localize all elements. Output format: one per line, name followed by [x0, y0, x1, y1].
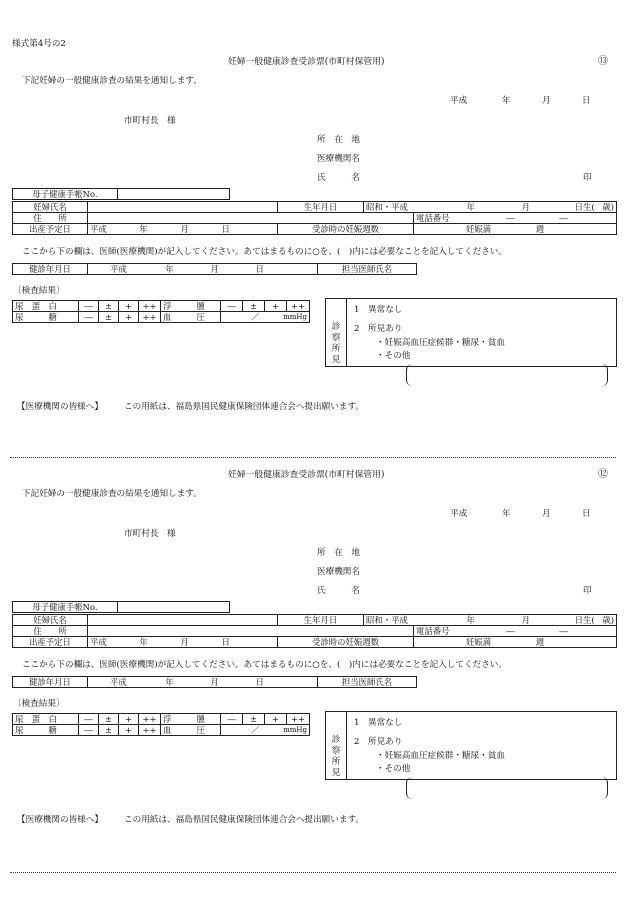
- intro-text: 下記妊婦の一般健康診査の結果を通知します。: [22, 76, 202, 86]
- exam-date-field[interactable]: 平成 年 月 日: [88, 677, 318, 688]
- handbook-label: 母子健康手帳No.: [13, 189, 118, 200]
- urine-protein-minus[interactable]: ―: [79, 301, 99, 312]
- urine-sugar-label: 尿 糖: [13, 725, 79, 736]
- option-other[interactable]: ・その他: [376, 351, 411, 361]
- exam-date-label: 健診年月日: [13, 264, 88, 275]
- edema-pm[interactable]: ±: [243, 714, 265, 725]
- option-other[interactable]: ・その他: [376, 764, 411, 774]
- urine-sugar-minus[interactable]: ―: [79, 312, 99, 323]
- option-pih-diabetes-anemia[interactable]: ・妊娠高血圧症候群・糖尿・貧血: [376, 338, 505, 348]
- edema-minus[interactable]: ―: [221, 301, 243, 312]
- urine-sugar-plus[interactable]: +: [119, 312, 139, 323]
- edema-plus[interactable]: +: [265, 301, 287, 312]
- footer-label: 【医療機関の皆様へ】: [17, 815, 103, 825]
- urine-protein-plus[interactable]: +: [119, 301, 139, 312]
- circled-number: ⑬: [598, 56, 608, 67]
- doctor-note: ここから下の欄は、医師(医療機関)が記入してください。あてはまるものに○を、( )内には必要なことを記入してください。: [22, 660, 507, 670]
- urine-protein-minus[interactable]: ―: [79, 714, 99, 725]
- due-date-field[interactable]: 平成 年 月 日: [88, 637, 278, 648]
- exam-date-label: 健診年月日: [13, 677, 88, 688]
- urine-protein-pm[interactable]: ±: [99, 714, 119, 725]
- exam-date-table: [12, 263, 417, 275]
- weeks-field[interactable]: 妊娠満 週: [414, 224, 617, 235]
- handbook-table: [12, 188, 230, 200]
- urine-protein-pm[interactable]: ±: [99, 301, 119, 312]
- address-label: 住 所: [13, 626, 88, 637]
- weeks-field[interactable]: 妊娠満 週: [414, 637, 617, 648]
- clinic-address-label: 所 在 地: [317, 548, 360, 558]
- clinic-name-label: 医療機関名: [317, 567, 360, 577]
- urine-sugar-plusplus[interactable]: ++: [139, 725, 161, 736]
- birth-label: 生年月日: [278, 202, 364, 213]
- footer-text: この用紙は、福島県国民健康保険団体連合会へ提出願います。: [124, 402, 364, 412]
- doctor-in-charge-label: 担当医師氏名: [318, 264, 417, 275]
- doctor-name-label: 氏 名: [317, 586, 360, 596]
- phone-field[interactable]: 電話番号 ― ―: [414, 626, 617, 637]
- phone-field[interactable]: 電話番号 ― ―: [414, 213, 617, 224]
- urine-sugar-minus[interactable]: ―: [79, 725, 99, 736]
- urine-protein-plusplus[interactable]: ++: [139, 714, 161, 725]
- weeks-label: 受診時の妊娠週数: [278, 224, 414, 235]
- urine-sugar-label: 尿 糖: [13, 312, 79, 323]
- patient-table: [12, 201, 617, 235]
- option-no-abnormality[interactable]: 1 異常なし: [354, 305, 403, 315]
- slip-title: 妊婦一般健康診査受診票(市町村保管用): [228, 57, 385, 67]
- name-label: 妊婦氏名: [13, 615, 88, 626]
- edema-pm[interactable]: ±: [243, 301, 265, 312]
- other-input-bracket[interactable]: [406, 364, 608, 386]
- findings-vertical-label: 診察所見: [331, 735, 341, 778]
- birth-label: 生年月日: [278, 615, 364, 626]
- edema-plusplus[interactable]: ++: [287, 714, 310, 725]
- due-date-label: 出産予定日: [13, 224, 88, 235]
- test-results-table: [12, 713, 310, 736]
- edema-plusplus[interactable]: ++: [287, 301, 310, 312]
- urine-sugar-pm[interactable]: ±: [99, 725, 119, 736]
- other-input-bracket[interactable]: [406, 777, 608, 799]
- blood-pressure-label: 血 圧: [161, 725, 221, 736]
- slip-title: 妊婦一般健康診査受診票(市町村保管用): [228, 470, 385, 480]
- findings-vertical-label: 診察所見: [331, 322, 341, 365]
- weeks-label: 受診時の妊娠週数: [278, 637, 414, 648]
- handbook-number-field[interactable]: [118, 189, 230, 200]
- exam-date-field[interactable]: 平成 年 月 日: [88, 264, 318, 275]
- findings-divider: [346, 711, 347, 779]
- urine-protein-label: 尿 蛋 白: [13, 714, 79, 725]
- address-field[interactable]: [88, 626, 414, 637]
- edema-label: 浮 腫: [161, 714, 221, 725]
- handbook-table: [12, 601, 230, 613]
- clinic-address-label: 所 在 地: [317, 135, 360, 145]
- edema-plus[interactable]: +: [265, 714, 287, 725]
- urine-sugar-pm[interactable]: ±: [99, 312, 119, 323]
- birth-field[interactable]: 昭和・平成 年 月 日生( 歳): [364, 202, 617, 213]
- results-label: 〔検査結果〕: [13, 286, 65, 296]
- footer-label: 【医療機関の皆様へ】: [17, 402, 103, 412]
- urine-protein-plus[interactable]: +: [119, 714, 139, 725]
- option-no-abnormality[interactable]: 1 異常なし: [354, 718, 403, 728]
- patient-table: [12, 614, 617, 648]
- option-pih-diabetes-anemia[interactable]: ・妊娠高血圧症候群・糖尿・貧血: [376, 751, 505, 761]
- edema-label: 浮 腫: [161, 301, 221, 312]
- name-label: 妊婦氏名: [13, 202, 88, 213]
- findings-divider: [346, 298, 347, 366]
- addressee: 市町村長 様: [124, 116, 176, 126]
- circled-number: ⑫: [598, 469, 608, 480]
- form-number: 様式第4号の2: [12, 39, 66, 49]
- seal-mark: 印: [583, 173, 592, 183]
- urine-protein-label: 尿 蛋 白: [13, 301, 79, 312]
- address-field[interactable]: [88, 213, 414, 224]
- doctor-note: ここから下の欄は、医師(医療機関)が記入してください。あてはまるものに○を、( )内には必要なことを記入してください。: [22, 247, 507, 257]
- blood-pressure-field[interactable]: ／ mmHg: [221, 725, 310, 736]
- seal-mark: 印: [583, 586, 592, 596]
- option-findings-present[interactable]: 2 所見あり: [354, 324, 403, 334]
- handbook-label: 母子健康手帳No.: [13, 602, 118, 613]
- birth-field[interactable]: 昭和・平成 年 月 日生( 歳): [364, 615, 617, 626]
- name-field[interactable]: [88, 202, 278, 213]
- exam-date-table: [12, 676, 417, 688]
- slip-section: 妊婦一般健康診査受診票(市町村保管用) ⑫ 下記妊婦の一般健康診査の結果を通知します。 平成 年 月 日 市町村長 様 所 在 地 医療機関名 氏 名 印 母子健康手帳No. 妊婦氏名 生年月日 昭和・平成 年 月 日生( 歳) 住 所 電話番号 ― ― 出産予定日 平成 年 月 日 受診時の妊娠週数 妊娠満 週 ここから下の欄は、医師(医療機関)が記入してください。あてはまるものに○を、( )内には必要なことを記入してください。 健診年月日 平成 年 月 日 担当医師氏名 〔検査結果〕 尿 蛋 白 ― ± + ++ 浮 腫 ― ± + ++ 尿 糖 ― ± + ++ 血 圧 ／ mmHg 診察所見 1 異常なし 2 所見あり ・妊娠高血圧症候群・糖尿・貧血 ・その他 【医療機関の皆様へ】 この用紙は、福島県国民健康保険団体連合会へ提出願います。: [0, 413, 630, 833]
- slip-section: 妊婦一般健康診査受診票(市町村保管用) ⑬ 下記妊婦の一般健康診査の結果を通知します。 平成 年 月 日 市町村長 様 所 在 地 医療機関名 氏 名 印 母子健康手帳No. 妊婦氏名 生年月日 昭和・平成 年 月 日生( 歳) 住 所 電話番号 ― ― 出産予定日 平成 年 月 日 受診時の妊娠週数 妊娠満 週 ここから下の欄は、医師(医療機関)が記入してください。あてはまるものに○を、( )内には必要なことを記入してください。 健診年月日 平成 年 月 日 担当医師氏名 〔検査結果〕 尿 蛋 白 ― ± + ++ 浮 腫 ― ± + ++ 尿 糖 ― ± + ++ 血 圧 ／ mmHg 診察所見 1 異常なし 2 所見あり ・妊娠高血圧症候群・糖尿・貧血 ・その他 【医療機関の皆様へ】 この用紙は、福島県国民健康保険団体連合会へ提出願います。: [0, 0, 630, 420]
- clinic-name-label: 医療機関名: [317, 154, 360, 164]
- name-field[interactable]: [88, 615, 278, 626]
- blood-pressure-field[interactable]: ／ mmHg: [221, 312, 310, 323]
- footer-text: この用紙は、福島県国民健康保険団体連合会へ提出願います。: [124, 815, 364, 825]
- urine-sugar-plus[interactable]: +: [119, 725, 139, 736]
- results-label: 〔検査結果〕: [13, 699, 65, 709]
- urine-sugar-plusplus[interactable]: ++: [139, 312, 161, 323]
- due-date-label: 出産予定日: [13, 637, 88, 648]
- doctor-in-charge-label: 担当医師氏名: [318, 677, 417, 688]
- due-date-field[interactable]: 平成 年 月 日: [88, 224, 278, 235]
- test-results-table: [12, 300, 310, 323]
- intro-text: 下記妊婦の一般健康診査の結果を通知します。: [22, 489, 202, 499]
- handbook-number-field[interactable]: [118, 602, 230, 613]
- doctor-name-label: 氏 名: [317, 173, 360, 183]
- edema-minus[interactable]: ―: [221, 714, 243, 725]
- option-findings-present[interactable]: 2 所見あり: [354, 737, 403, 747]
- address-label: 住 所: [13, 213, 88, 224]
- cut-line: [10, 872, 616, 873]
- addressee: 市町村長 様: [124, 529, 176, 539]
- urine-protein-plusplus[interactable]: ++: [139, 301, 161, 312]
- blood-pressure-label: 血 圧: [161, 312, 221, 323]
